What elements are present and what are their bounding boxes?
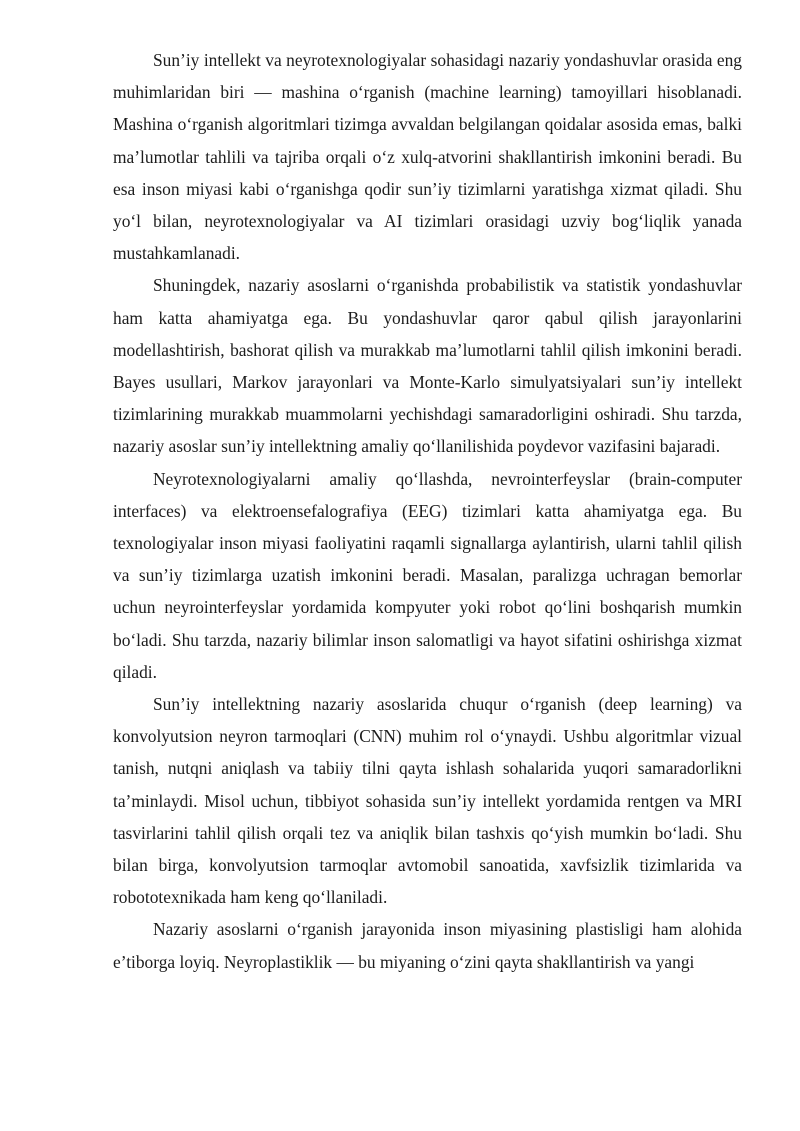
paragraph-neuroplasticity: Nazariy asoslarni o‘rganish jarayonida inson miyasining plastisligi ham alohida e’tiborga loyiq. Neyroplastiklik — bu miyaning o‘zini qayta shakllantirish va yangi — [113, 919, 742, 972]
paragraph-machine-learning: Sun’iy intellekt va neyrotexnologiyalar sohasidagi nazariy yondashuvlar orasida eng muhimlaridan biri — mashina o‘rganish (machine learning) tamoyillari hisoblanadi. Mashina o‘rganish algoritmlari tizimga avvaldan belgilangan qoidalar asosida emas, balki ma’lumotlar tahlili va tajriba orqali o‘z xulq-atvorini shakllantirish imkonini beradi. Bu esa inson miyasi kabi o‘rganishga qodir sun’iy tizimlarni yaratishga xizmat qiladi. Shu yo‘l bilan, neyrotexnologiyalar va AI tizimlari orasidagi uzviy bog‘liqlik yanada mustahkamlanadi. — [113, 50, 742, 264]
document-page — [113, 44, 742, 978]
paragraph-deep-learning: Sun’iy intellektning nazariy asoslarida chuqur o‘rganish (deep learning) va konvolyutsion neyron tarmoqlari (CNN) muhim rol o‘ynaydi. Ushbu algoritmlar vizual tanish, nutqni aniqlash va tabiiy tilni qayta ishlash sohalarida yuqori samaradorlikni ta’minlaydi. Misol uchun, tibbiyot sohasida sun’iy intellekt yordamida rentgen va MRI tasvirlarini tahlil qilish orqali tez va aniqlik bilan tashxis qo‘yish mumkin bo‘ladi. Shu bilan birga, konvolyutsion tarmoqlar avtomobil sanoatida, xavfsizlik tizimlarida va robototexnikada ham keng qo‘llaniladi. — [113, 694, 742, 908]
paragraph-probabilistic-approaches: Shuningdek, nazariy asoslarni o‘rganishda probabilistik va statistik yondashuvlar ham katta ahamiyatga ega. Bu yondashuvlar qaror qabul qilish jarayonlarini modellashtirish, bashorat qilish va murakkab ma’lumotlarni tahlil qilish imkonini beradi. Bayes usullari, Markov jarayonlari va Monte-Karlo simulyatsiyalari sun’iy intellekt tizimlarining murakkab muammolarni yechishdagi samaradorligini oshiradi. Shu tarzda, nazariy asoslar sun’iy intellektning amaliy qo‘llanilishida poydevor vazifasini bajaradi. — [113, 275, 742, 457]
paragraph-brain-computer-interfaces: Neyrotexnologiyalarni amaliy qo‘llashda, nevrointerfeyslar (brain-computer interfaces) va elektroensefalografiya (EEG) tizimlari katta ahamiyatga ega. Bu texnologiyalar inson miyasi faoliyatini raqamli signallarga aylantirish, ularni tahlil qilish va sun’iy tizimlarga uzatish imkonini beradi. Masalan, paralizga uchragan bemorlar uchun neyrointerfeyslar yordamida kompyuter yoki robot qo‘lini boshqarish mumkin bo‘ladi. Shu tarzda, nazariy bilimlar inson salomatligi va hayot sifatini oshirishga xizmat qiladi. — [113, 468, 742, 682]
